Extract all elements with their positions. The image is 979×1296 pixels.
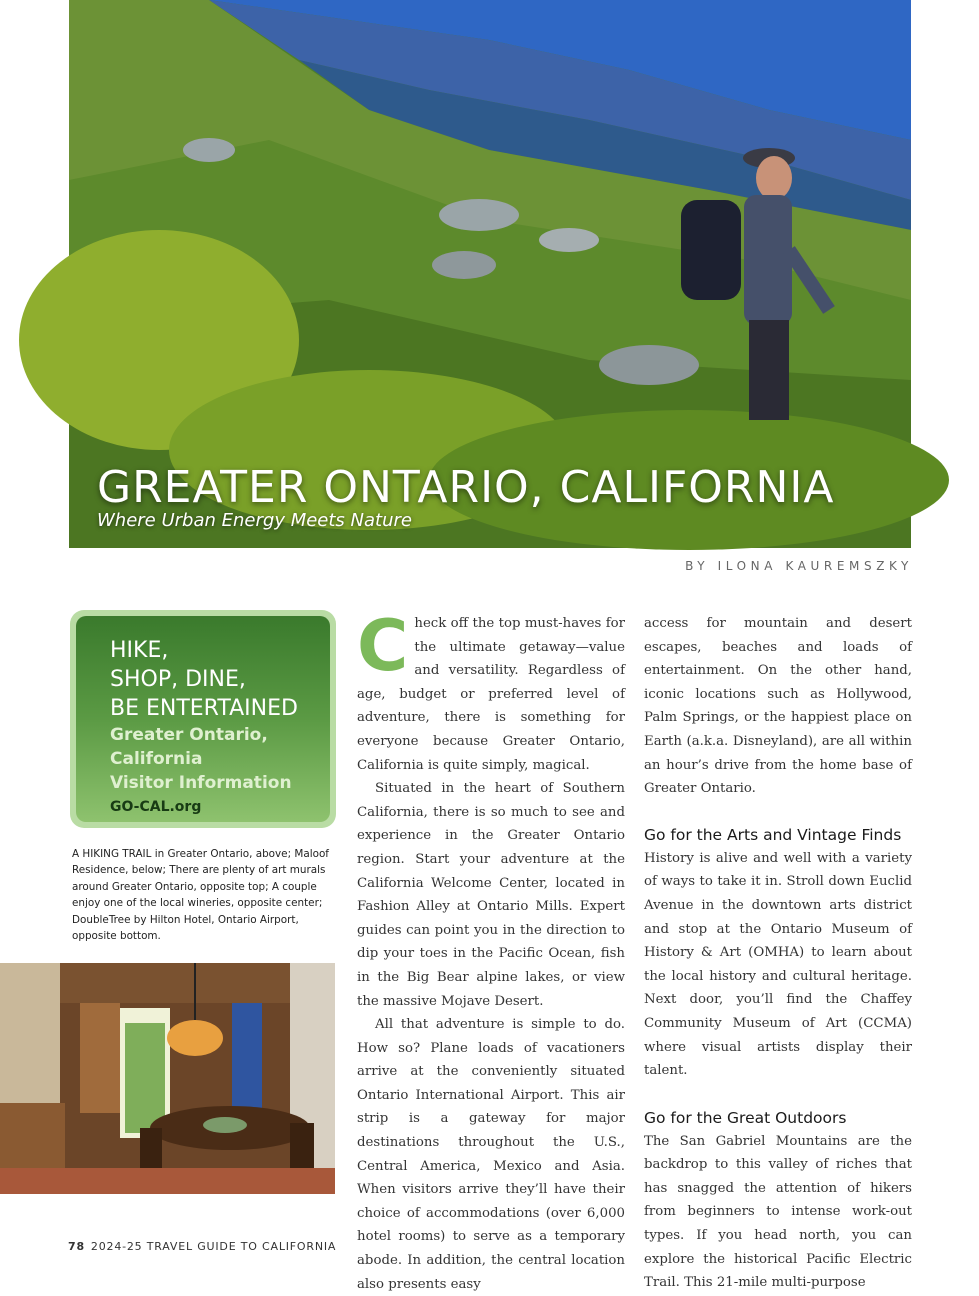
paragraph: The San Gabriel Mountains are the backdrop to this valley of riches that has snagged the attention of hikers from beginners to intense work-out types. If you head north, you can explore the historical Pacific Electric Trail. This 21-mile multi-purpose xyxy=(644,1133,912,1291)
paragraph: History is alive and well with a variety of ways to take it in. Stroll down Euclid Avenue in the downtown arts district and stop at the Ontario Museum of History & Art (OMHA) to learn about the local history and cultural heritage. Next door, you’ll find the Chaffey Community Museum of Art (CCMA) where visual artists display their talent. xyxy=(644,850,912,1079)
infobox-subline: Greater Ontario, xyxy=(110,725,268,745)
section-heading: Go for the Arts and Vintage Finds xyxy=(644,825,902,844)
article-column-2 xyxy=(644,612,912,1295)
infobox-url-link[interactable]: GO-CAL.org xyxy=(110,799,202,815)
byline: BY ILONA KAUREMSZKY xyxy=(685,559,913,573)
photo-caption: A HIKING TRAIL in Greater Ontario, above; Maloof Residence, below; There are plenty of art murals around Greater Ontario, opposite top; A couple enjoy one of the local wineries, opposite center; DoubleTree by Hilton Hotel, Ontario Airport, opposite bottom. xyxy=(72,848,329,943)
hero-subtitle: Where Urban Energy Meets Nature xyxy=(97,510,412,531)
interior-photo xyxy=(0,963,335,1194)
section-heading: Go for the Great Outdoors xyxy=(644,1108,847,1127)
infobox-line: HIKE, xyxy=(110,638,169,663)
article-column-1 xyxy=(357,605,625,1296)
infobox-subline: Visitor Information xyxy=(110,773,292,793)
hero-photo xyxy=(69,0,911,548)
paragraph: access for mountain and desert escapes, beaches and loads of entertainment. On the other hand, iconic locations such as Hollywood, Palm Springs, or the happiest place on Earth (a.k.a. Disneyland), are all within an hour’s drive from the home base of Greater Ontario. xyxy=(644,616,912,797)
interior-illustration xyxy=(0,963,335,1194)
paragraph: heck off the top must-haves for the ultimate getaway—value and versatility. Regardless of age, budget or preferred level of adventure, there is something for everyone because Greater Ontario, California is quite simply, magical. xyxy=(357,616,625,773)
page-footer xyxy=(68,1240,336,1253)
infobox-line: BE ENTERTAINED xyxy=(110,696,298,721)
drop-cap: C xyxy=(357,605,409,687)
infobox-subline: California xyxy=(110,749,203,769)
visitor-info-box xyxy=(70,610,336,828)
publication-title: 2024-25 TRAVEL GUIDE TO CALIFORNIA xyxy=(90,1240,337,1253)
infobox-line: SHOP, DINE, xyxy=(110,667,246,692)
paragraph: All that adventure is simple to do. How so? Plane loads of vacationers arrive at the conveniently situated Ontario International Airport. This air strip is a gateway for major destinations throughout the U.S., Central America, Mexico and Asia. When visitors arrive they’ll have their choice of accommodations (over 6,000 hotel rooms) to serve as a temporary abode. In addition, the central location also presents easy xyxy=(357,1017,625,1292)
page-number: 78 xyxy=(68,1240,85,1253)
hero-title: GREATER ONTARIO, CALIFORNIA xyxy=(97,462,835,513)
visitor-info-box-inner xyxy=(76,616,330,822)
paragraph: Situated in the heart of Southern California, there is so much to see and experience in the Greater Ontario region. Start your adventure at the California Welcome Center, located in Fashion Alley at Ontario Mills. Expert guides can point you in the direction to dip your toes in the Pacific Ocean, fish in the Big Bear alpine lakes, or view the massive Mojave Desert. xyxy=(357,781,625,1009)
